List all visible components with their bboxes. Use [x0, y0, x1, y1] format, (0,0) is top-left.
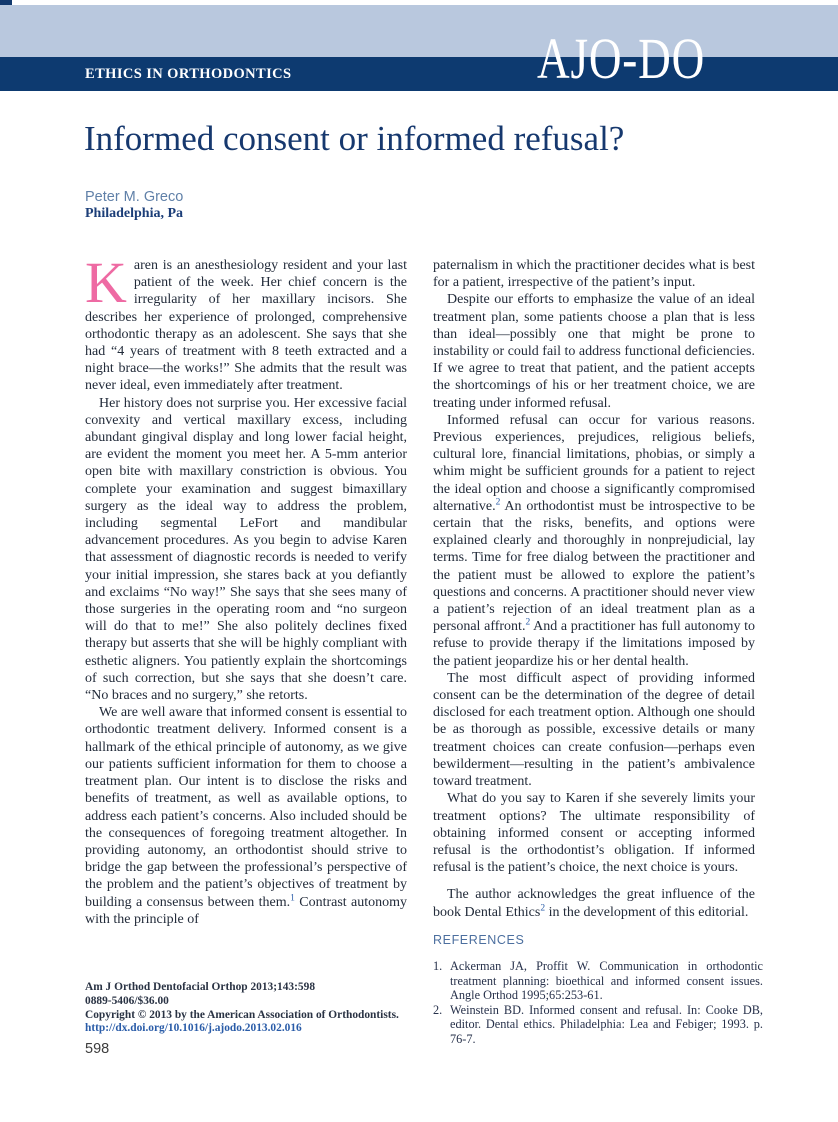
- reference-item: [433, 1003, 763, 1047]
- citation-link[interactable]: 2: [525, 617, 531, 628]
- paragraph: The most difficult aspect of providing informed consent can be the determination of the degree of detail disclosed for each treatment option. Although one should be as thorough as possible, excessive details or many treatment choices can create confusion—perhaps even bewilderment—resulting in the patient’s ambivalence toward treatment.: [433, 670, 755, 790]
- references-heading: REFERENCES: [433, 933, 525, 947]
- footnote-citation: Am J Orthod Dentofacial Orthop 2013;143:598: [85, 981, 316, 993]
- author-name: Peter M. Greco: [85, 189, 184, 205]
- paragraph: Karen is an anesthesiology resident and your last patient of the week. Her chief concern is the irregularity of her maxillary incisors. She describes her experience of prolonged, comprehensive orthodontic therapy as an adolescent. She says that she had “4 years of treatment with 8 teeth extracted and a night brace—the works!” She admits that the result was never ideal, even immediately after treatment.: [85, 250, 407, 394]
- footnote-block: [85, 981, 425, 1036]
- footnote-copyright: Copyright © 2013 by the American Association of Orthodontists.: [85, 1008, 399, 1021]
- article-title: Informed consent or informed refusal?: [84, 119, 625, 158]
- header-light-band: [0, 5, 838, 57]
- reference-number: 2.: [433, 1002, 443, 1017]
- paragraph: paternalism in which the practitioner decides what is best for a patient, irrespective of the patient’s input.: [433, 258, 755, 291]
- references-section: [433, 933, 763, 1047]
- body-column-right: [433, 257, 755, 921]
- footnote-issn: 0889-5406/$36.00: [85, 994, 169, 1007]
- doi-link[interactable]: http://dx.doi.org/10.1016/j.ajodo.2013.02.016: [85, 1022, 302, 1035]
- citation-link[interactable]: 1: [290, 892, 295, 903]
- body-column-left: [85, 250, 407, 928]
- paragraph: Informed refusal can occur for various reasons. Previous experiences, prejudices, religious beliefs, cultural lore, financial limitations, phobias, or simply a whim might be sufficient grounds for a patient to reject the ideal option and choose a significantly compromised alternative.$^2$ An orthodontist must be introspective to be certain that the risks, benefits, and options were explained clearly and thoroughly in nonprejudicial, lay terms. Time for free dialog between the practitioner and the patient must be allowed to explore the patient’s questions and concerns. A practitioner should never view a patient’s rejection of an ideal treatment plan as a personal affront.$^2$ And a practitioner has full autonomy to refuse to provide therapy if the limitations imposed by the patient jeopardize his or her dental health.: [433, 412, 756, 669]
- journal-logo: AJO-DO: [537, 26, 706, 91]
- paragraph: Her history does not surprise you. Her excessive facial convexity and vertical maxillary excess, including abundant gingival display and long lower facial height, are evident the moment you meet her. A 5-mm anterior open bite with maxillary constriction is obvious. You complete your examination and suggest bimaxillary surgery as the ideal way to address the problem, including segmental LeFort and mandibular advancement procedures. As you begin to advise Karen that assessment of diagnostic records is needed to verify your initial impression, she stares back at you defiantly and exclaims “No way!” She says that she sees many of those surgeries in the operating room and “no surgeon will do that to me!” She also politely declines fixed therapy but asserts that she will be highly compliant with esthetic aligners. You patiently explain the shortcomings of such correction, but she says that she doesn’t care. “No braces and no surgery,” she retorts.: [85, 395, 407, 704]
- paragraph: What do you say to Karen if she severely limits your treatment options? The ultimate responsibility of obtaining informed consent or accepting informed refusal is the orthodontist’s obligation. If informed refusal is the patient’s choice, the next choice is yours.: [433, 791, 755, 876]
- drop-cap: K: [85, 250, 127, 315]
- author-block: [85, 189, 183, 222]
- reference-item: [433, 959, 763, 1003]
- paragraph: The author acknowledges the great influence of the book Dental Ethics$^2$ in the development of this editorial.: [433, 887, 755, 920]
- paragraph: Despite our efforts to emphasize the value of an ideal treatment plan, some patients choose a plan that is less than ideal—possibly one that might be prone to instability or could fail to address functional deficiencies. If we agree to treat that patient, and the patient accepts the shortcomings of his or her treatment choice, we are treating under informed refusal.: [433, 292, 755, 411]
- reference-number: 1.: [433, 959, 443, 973]
- page-number: 598: [85, 1041, 110, 1057]
- paragraph: We are well aware that informed consent is essential to orthodontic treatment delivery. Informed consent is a hallmark of the ethical principle of autonomy, as we give our patients sufficient information for them to choose a treatment plan. Our intent is to disclose the risks and benefits of treatment, as well as available options, to address each patient’s concerns. Also included should be the consequences of foregoing treatment altogether. In providing autonomy, an orthodontist should strive to bridge the gap between the professional’s perspective of the problem and the patient’s objectives of treatment by building a consensus between them.$^1$ Contrast autonomy with the principle of: [85, 705, 407, 927]
- reference-text: Ackerman JA, Proffit W. Communication in orthodontic treatment planning: bioethical and informed consent issues. Angle Orthod 1995;65:253-61.: [450, 959, 763, 1003]
- citation-link[interactable]: 2: [540, 902, 546, 913]
- citation-link[interactable]: 2: [495, 497, 501, 508]
- references-list: [433, 959, 763, 1047]
- author-location: Philadelphia, Pa: [85, 206, 184, 221]
- section-label: ETHICS IN ORTHODONTICS: [85, 66, 292, 82]
- reference-text: Weinstein BD. Informed consent and refusal. In: Cooke DB, editor. Dental ethics. Philadelphia: Lea and Febiger; 1993. p. 76-7.: [450, 1002, 763, 1046]
